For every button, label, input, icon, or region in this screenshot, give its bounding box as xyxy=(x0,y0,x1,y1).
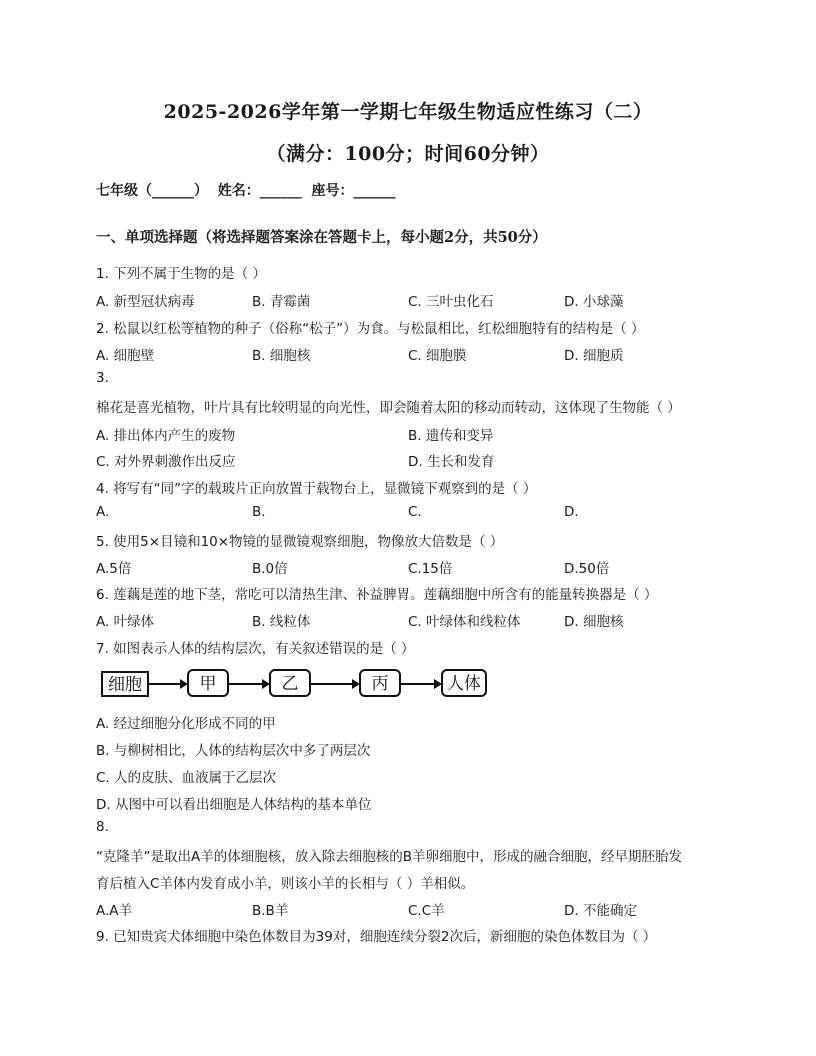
question-1-stem: 1. 下列不属于生物的是（ ） xyxy=(96,266,266,282)
question-9-stem: 9. 已知贵宾犬体细胞中染色体数目为39对，细胞连续分裂2次后，新细胞的染色体数目为（ ） xyxy=(96,929,657,945)
exam-title: 2025-2026学年第一学期七年级生物适应性练习（二） xyxy=(163,101,653,123)
exam-subtitle: （满分：100分；时间60分钟） xyxy=(266,143,550,165)
question-2-option-c: C. 细胞膜 xyxy=(408,348,467,364)
question-5-option-c: C.15倍 xyxy=(408,561,453,577)
student-info-line: 七年级（______） 姓名：______ 座号：______ xyxy=(96,183,396,199)
question-6-option-b: B. 线粒体 xyxy=(252,614,311,630)
diagram-arrowhead-4 xyxy=(434,679,442,689)
question-7-option-d: D. 从图中可以看出细胞是人体结构的基本单位 xyxy=(96,797,372,813)
structure-level-diagram xyxy=(100,664,490,702)
question-3-option-a: A. 排出体内产生的废物 xyxy=(96,428,236,444)
question-2-option-d: D. 细胞质 xyxy=(564,348,624,364)
question-5-option-b: B.0倍 xyxy=(252,561,288,577)
diagram-label-human: 人体 xyxy=(447,674,481,694)
question-6-stem: 6. 莲藕是莲的地下茎，常吃可以清热生津、补益脾胃。莲藕细胞中所含有的能量转换器是（ ） xyxy=(96,587,658,603)
question-8-option-b: B.B羊 xyxy=(252,903,289,919)
question-3-number: 3. xyxy=(96,370,109,386)
diagram-label-jia: 甲 xyxy=(199,674,217,694)
question-2-stem: 2. 松鼠以红松等植物的种子（俗称“松子”）为食。与松鼠相比，红松细胞特有的结构是（ ） xyxy=(96,321,645,337)
question-2-option-a: A. 细胞壁 xyxy=(96,348,155,364)
diagram-label-yi: 乙 xyxy=(281,674,299,694)
question-4-option-c: C. xyxy=(408,504,422,520)
question-8-option-a: A.A羊 xyxy=(96,903,133,919)
question-1-option-c: C. 三叶虫化石 xyxy=(408,294,494,310)
diagram-arrowhead-3 xyxy=(352,679,360,689)
question-5-option-a: A.5倍 xyxy=(96,561,132,577)
question-8-option-c: C.C羊 xyxy=(408,903,445,919)
question-1-option-b: B. 青霉菌 xyxy=(252,294,311,310)
question-1-option-a: A. 新型冠状病毒 xyxy=(96,294,195,310)
question-8-stem-line-2: 育后植入C羊体内发育成小羊，则该小羊的长相与（ ）羊相似。 xyxy=(96,876,475,892)
question-3-option-c: C. 对外界刺激作出反应 xyxy=(96,454,236,470)
question-4-stem: 4. 将写有“同”字的载玻片正向放置于载物台上，显微镜下观察到的是（ ） xyxy=(96,481,537,497)
question-6-option-a: A. 叶绿体 xyxy=(96,614,155,630)
question-3-option-b: B. 遗传和变异 xyxy=(408,428,494,444)
diagram-arrowhead-2 xyxy=(262,679,270,689)
question-5-option-d: D.50倍 xyxy=(564,561,610,577)
question-1-option-d: D. 小球藻 xyxy=(564,294,624,310)
question-6-option-d: D. 细胞核 xyxy=(564,614,624,630)
question-7-option-c: C. 人的皮肤、血液属于乙层次 xyxy=(96,770,277,786)
question-2-option-b: B. 细胞核 xyxy=(252,348,311,364)
question-4-option-a: A. xyxy=(96,504,110,520)
diagram-arrowhead-1 xyxy=(180,679,188,689)
question-8-stem-line-1: “克隆羊”是取出A羊的体细胞核，放入除去细胞核的B羊卵细胞中，形成的融合细胞，经早期胚胎发 xyxy=(96,849,682,865)
diagram-label-cell: 细胞 xyxy=(108,675,142,695)
section-title: 一、单项选择题（将选择题答案涂在答题卡上，每小题2分，共50分） xyxy=(96,229,547,246)
question-3-option-d: D. 生长和发育 xyxy=(408,454,495,470)
question-7-stem: 7. 如图表示人体的结构层次，有关叙述错误的是（ ） xyxy=(96,641,415,657)
question-7-option-b: B. 与柳树相比，人体的结构层次中多了两层次 xyxy=(96,743,371,759)
diagram-label-bing: 丙 xyxy=(371,674,389,694)
question-5-stem: 5. 使用5×目镜和10×物镜的显微镜观察细胞，物像放大倍数是（ ） xyxy=(96,534,504,550)
question-8-option-d: D. 不能确定 xyxy=(564,903,637,919)
question-6-option-c: C. 叶绿体和线粒体 xyxy=(408,614,521,630)
question-4-option-d: D. xyxy=(564,504,579,520)
question-4-option-b: B. xyxy=(252,504,266,520)
question-3-stem: 棉花是喜光植物，叶片具有比较明显的向光性，即会随着太阳的移动而转动，这体现了生物能（ ） xyxy=(96,400,681,416)
question-7-option-a: A. 经过细胞分化形成不同的甲 xyxy=(96,716,276,732)
question-8-number: 8. xyxy=(96,819,109,835)
